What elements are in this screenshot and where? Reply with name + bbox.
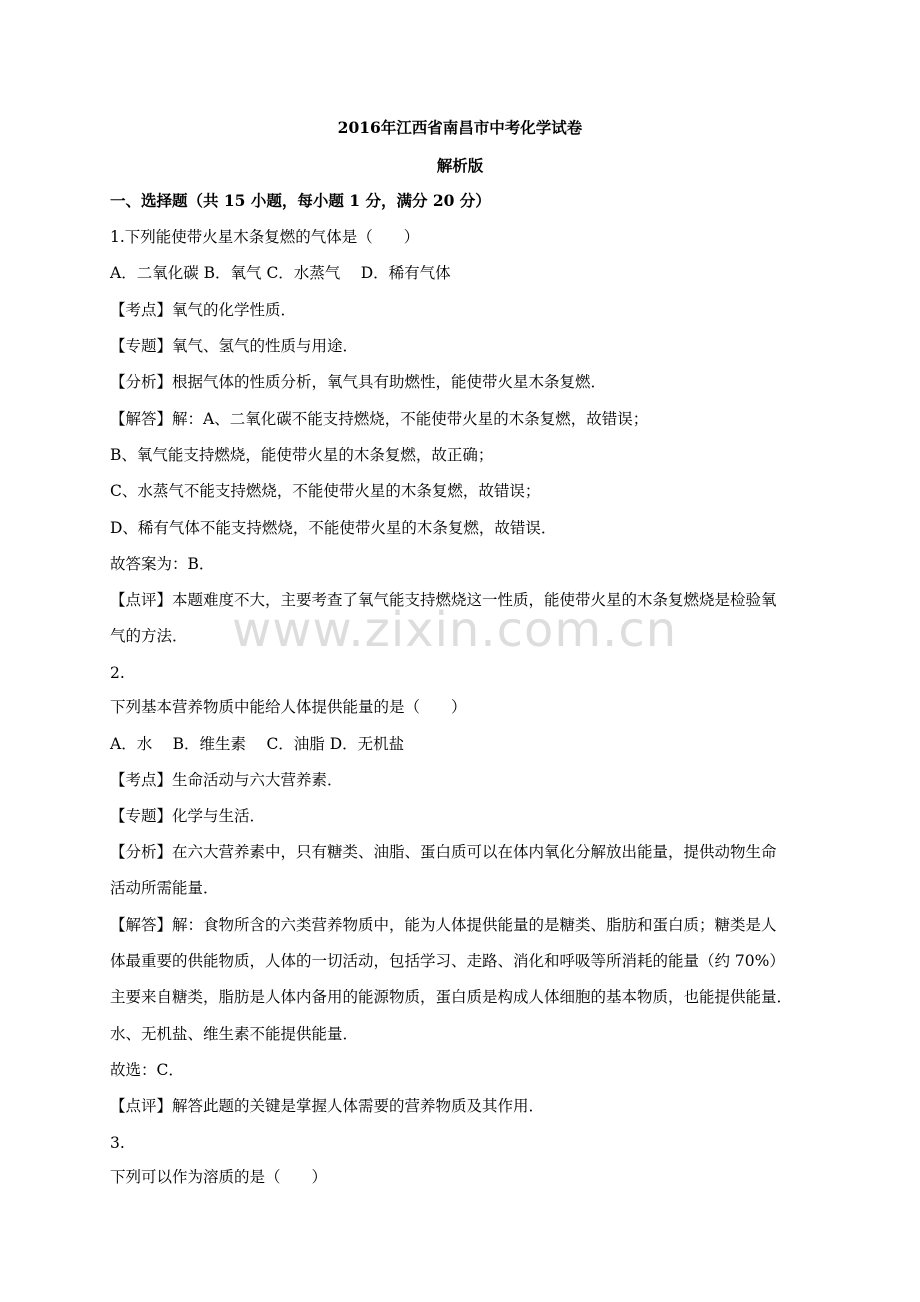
question-1-dianping-cont: 气的方法．: [110, 627, 188, 645]
question-2-jieda-cont-1: 体最重要的供能物质，人体的一切活动，包括学习、走路、消化和呼吸等所消耗的能量（约 70%）: [110, 952, 785, 970]
question-2-fenxi-cont: 活动所需能量．: [110, 879, 219, 897]
question-2-options: A．水 B．维生素 C．油脂 D．无机盐: [110, 735, 405, 753]
question-1-options: A．二氧化碳 B．氧气 C．水蒸气 D．稀有气体: [110, 264, 451, 282]
watermark-text: www.zixin.com.cn: [232, 602, 678, 658]
question-2-zhuanti: 【专题】化学与生活．: [110, 807, 266, 825]
document-subtitle: 解析版: [436, 156, 484, 175]
question-2-number: 2.: [110, 664, 125, 682]
question-2-answer: 故选：C．: [110, 1061, 184, 1079]
section-heading: 一、选择题（共 15 小题，每小题 1 分，满分 20 分）: [110, 191, 491, 210]
question-1-jieda-c: C、水蒸气不能支持燃烧，不能使带火星的木条复燃，故错误；: [110, 482, 541, 500]
question-3-stem: 下列可以作为溶质的是（ ）: [110, 1168, 328, 1186]
question-2-kaodian: 【考点】生命活动与六大营养素．: [110, 771, 343, 789]
question-1-fenxi: 【分析】根据气体的性质分析，氧气具有助燃性，能使带火星木条复燃．: [110, 373, 607, 391]
question-3-number: 3.: [110, 1134, 125, 1152]
question-2-jieda-cont-3: 水、无机盐、维生素不能提供能量．: [110, 1025, 359, 1043]
question-2-dianping: 【点评】解答此题的关键是掌握人体需要的营养物质及其作用．: [110, 1097, 545, 1115]
question-1-dianping: 【点评】本题难度不大，主要考查了氧气能支持燃烧这一性质，能使带火星的木条复燃烧是检验氧: [110, 591, 777, 609]
question-2-fenxi: 【分析】在六大营养素中，只有糖类、油脂、蛋白质可以在体内氧化分解放出能量，提供动物生命: [110, 843, 777, 861]
question-1-kaodian: 【考点】氧气的化学性质．: [110, 301, 297, 319]
question-2-jieda: 【解答】解：食物所含的六类营养物质中，能为人体提供能量的是糖类、脂肪和蛋白质；糖类是人: [110, 916, 777, 934]
question-1-jieda: 【解答】解：A、二氧化碳不能支持燃烧，不能使带火星的木条复燃，故错误；: [110, 410, 649, 428]
question-2-jieda-cont-2: 主要来自糖类，脂肪是人体内备用的能源物质，蛋白质是构成人体细胞的基本物质，也能提供能量．: [110, 988, 793, 1006]
question-1-answer: 故答案为：B．: [110, 555, 215, 573]
question-1-zhuanti: 【专题】氧气、氢气的性质与用途．: [110, 337, 359, 355]
question-2-stem: 下列基本营养物质中能给人体提供能量的是（ ）: [110, 698, 467, 716]
document-title: 2016年江西省南昌市中考化学试卷: [337, 118, 583, 137]
question-1-stem: 1.下列能使带火星木条复燃的气体是（ ）: [110, 228, 420, 246]
question-1-jieda-b: B、氧气能支持燃烧，能使带火星的木条复燃，故正确；: [110, 446, 494, 464]
question-1-jieda-d: D、稀有气体不能支持燃烧，不能使带火星的木条复燃，故错误．: [110, 519, 557, 537]
